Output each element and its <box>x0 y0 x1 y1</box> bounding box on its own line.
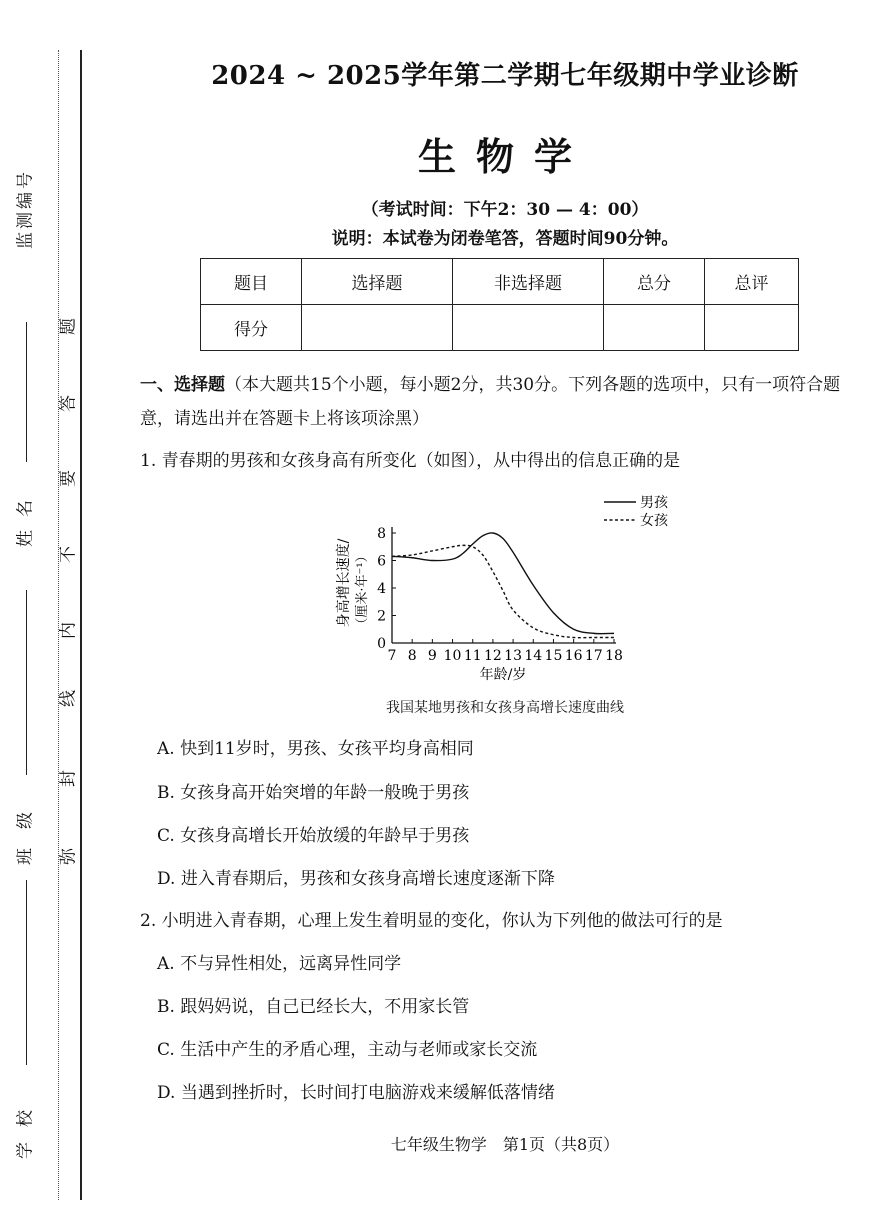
x-tick-label: 17 <box>584 648 603 664</box>
class-label-char: 级 <box>15 812 36 829</box>
class-label-char: 班 <box>15 848 36 865</box>
school-label-char: 学 <box>15 1142 36 1159</box>
exam-instructions: 说明：本试卷为闭卷笔答，答题时间90分钟。 <box>331 229 679 249</box>
score-table-score-row <box>201 305 799 351</box>
subject-title: 生物学 <box>417 134 592 179</box>
x-tick-label: 8 <box>407 648 417 664</box>
score-header-cell: 总分 <box>604 259 705 305</box>
chart-axes <box>392 527 616 643</box>
score-cell-evaluation[interactable] <box>705 305 799 351</box>
x-tick-label: 18 <box>605 648 623 664</box>
question-1-option-b[interactable]: B. 女孩身高开始突增的年龄一般晚于男孩 <box>157 783 470 803</box>
question-2-option-c[interactable]: C. 生活中产生的矛盾心理，主动与老师或家长交流 <box>157 1040 538 1060</box>
legend-label: 男孩 <box>640 495 668 511</box>
question-1-stem: 1. 青春期的男孩和女孩身高有所变化（如图），从中得出的信息正确的是 <box>140 451 681 471</box>
y-tick-label: 8 <box>377 526 386 542</box>
growth-rate-chart <box>330 488 668 688</box>
monitor-label-char: 测 <box>15 212 36 229</box>
monitor-label-char: 号 <box>15 172 36 189</box>
legend-label: 女孩 <box>640 513 668 529</box>
score-table-header-row <box>201 259 799 305</box>
seal-notice-char: 题 <box>58 318 79 335</box>
chart-caption: 我国某地男孩和女孩身高增长速度曲线 <box>386 700 624 716</box>
question-2-option-a[interactable]: A. 不与异性相处，远离异性同学 <box>157 954 402 974</box>
monitor-label-char: 编 <box>15 192 36 209</box>
question-2-option-b[interactable]: B. 跟妈妈说，自己已经长大，不用家长管 <box>157 997 470 1017</box>
seal-notice-char: 不 <box>58 546 79 563</box>
section-intro-line2: 意，请选出并在答题卡上将该项涂黑） <box>140 409 429 429</box>
x-tick-label: 12 <box>483 648 502 664</box>
score-row-label: 得分 <box>201 305 302 351</box>
binding-margin <box>0 0 84 1216</box>
seal-notice-char: 封 <box>58 770 79 787</box>
school-write-line[interactable] <box>26 880 27 1065</box>
question-2-stem: 2. 小明进入青春期，心理上发生着明显的变化，你认为下列他的做法可行的是 <box>140 911 723 931</box>
score-header-cell: 总评 <box>705 259 799 305</box>
section-intro <box>140 374 840 396</box>
x-tick-label: 11 <box>463 648 482 664</box>
score-header-cell: 非选择题 <box>453 259 604 305</box>
score-header-cell: 选择题 <box>302 259 453 305</box>
chart-legend <box>604 495 669 529</box>
score-cell-nonchoice[interactable] <box>453 305 604 351</box>
x-tick-label: 14 <box>524 648 543 664</box>
seal-notice-char: 答 <box>58 395 79 412</box>
x-tick-label: 15 <box>544 648 563 664</box>
y-tick-label: 0 <box>377 636 386 652</box>
chart-y-axis-unit: （厘米·年⁻¹） <box>355 549 370 631</box>
name-label-char: 名 <box>15 500 36 517</box>
school-label-char: 校 <box>15 1110 36 1127</box>
question-1-option-d[interactable]: D. 进入青春期后，男孩和女孩身高增长速度逐渐下降 <box>157 869 555 889</box>
y-tick-label: 2 <box>377 608 386 625</box>
y-tick-label: 4 <box>377 581 386 597</box>
score-cell-choice[interactable] <box>302 305 453 351</box>
monitor-label-char: 监 <box>15 232 36 249</box>
exam-title: 2024 ~ 2025学年第二学期七年级期中学业诊断 <box>211 61 799 91</box>
score-table <box>200 258 799 351</box>
name-write-line[interactable] <box>26 322 27 462</box>
question-2-option-d[interactable]: D. 当遇到挫折时，长时间打电脑游戏来缓解低落情绪 <box>157 1083 555 1103</box>
seal-solid-line <box>80 50 82 1200</box>
chart-x-axis-label: 年龄/岁 <box>479 667 527 683</box>
score-cell-total[interactable] <box>604 305 705 351</box>
chart-y-axis-label: 身高增长速度/ <box>336 538 352 628</box>
seal-notice-char: 要 <box>58 470 79 487</box>
exam-time: （考试时间：下午2：30 — 4：00） <box>361 200 649 220</box>
seal-notice-char: 弥 <box>58 848 79 865</box>
page-footer: 七年级生物学 第1页（共8页） <box>390 1135 620 1154</box>
seal-notice-char: 内 <box>58 622 79 639</box>
question-1-option-a[interactable]: A. 快到11岁时，男孩、女孩平均身高相同 <box>157 739 474 759</box>
x-tick-label: 7 <box>387 648 397 664</box>
question-1-option-c[interactable]: C. 女孩身高增长开始放缓的年龄早于男孩 <box>157 826 470 846</box>
x-tick-label: 13 <box>504 648 523 664</box>
section-intro-line1: （本大题共15个小题，每小题2分，共30分。下列各题的选项中，只有一项符合题 <box>225 375 841 395</box>
score-header-cell: 题目 <box>201 259 302 305</box>
class-write-line[interactable] <box>26 590 27 775</box>
section-heading: 一、选择题 <box>140 375 225 395</box>
name-label-char: 姓 <box>15 530 36 547</box>
y-tick-label: 6 <box>377 553 386 570</box>
boys-series-line <box>392 533 614 634</box>
chart-series <box>392 533 614 638</box>
x-tick-label: 16 <box>564 648 583 664</box>
seal-notice-char: 线 <box>58 690 79 707</box>
x-tick-label: 10 <box>443 648 462 664</box>
x-tick-label: 9 <box>427 648 437 664</box>
